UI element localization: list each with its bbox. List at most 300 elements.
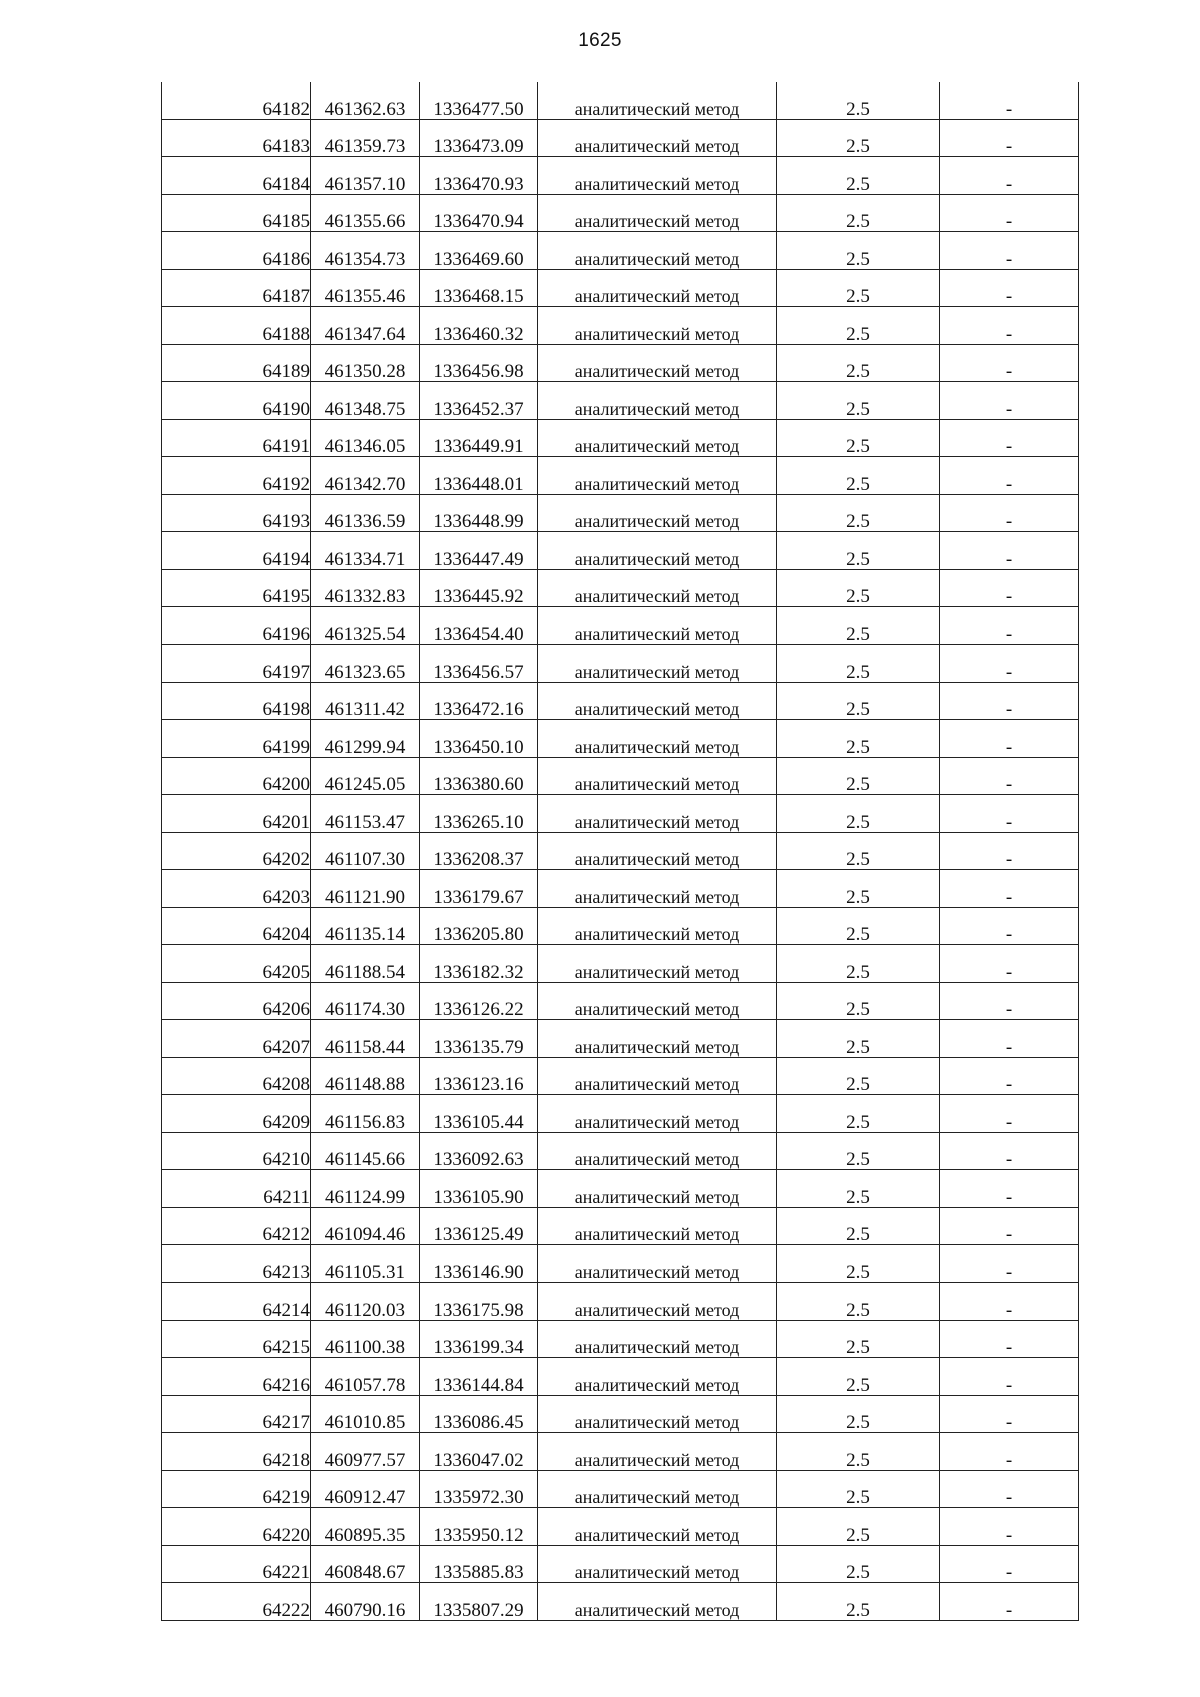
table-row <box>162 1470 1079 1508</box>
note-cell: - <box>940 382 1079 420</box>
method-text: аналитический метод <box>574 924 740 945</box>
method-text: аналитический метод <box>574 398 740 419</box>
note-cell: - <box>940 1095 1079 1133</box>
table-row <box>162 644 1079 682</box>
point-number-cell: 64217 <box>162 1395 311 1433</box>
note-cell: - <box>940 457 1079 495</box>
y-coordinate-cell: 1336448.99 <box>420 494 538 532</box>
method-text: аналитический метод <box>574 1374 740 1395</box>
y-coordinate-cell: 1336125.49 <box>420 1207 538 1245</box>
table-row <box>162 1433 1079 1471</box>
method-cell <box>538 194 777 232</box>
x-coordinate-cell: 461135.14 <box>311 907 420 945</box>
point-number-cell: 64198 <box>162 682 311 720</box>
method-text: аналитический метод <box>574 361 740 382</box>
point-number-cell: 64183 <box>162 119 311 157</box>
point-number-cell: 64182 <box>162 82 311 119</box>
point-number-cell: 64221 <box>162 1545 311 1583</box>
x-coordinate-cell: 461094.46 <box>311 1207 420 1245</box>
note-cell: - <box>940 832 1079 870</box>
method-cell <box>538 232 777 270</box>
x-coordinate-cell: 461325.54 <box>311 607 420 645</box>
note-cell: - <box>940 307 1079 345</box>
x-coordinate-cell: 461174.30 <box>311 982 420 1020</box>
method-text: аналитический метод <box>574 774 740 795</box>
point-number-cell: 64213 <box>162 1245 311 1283</box>
x-coordinate-cell: 461357.10 <box>311 157 420 195</box>
method-text: аналитический метод <box>574 699 740 720</box>
point-number-cell: 64220 <box>162 1508 311 1546</box>
x-coordinate-cell: 461158.44 <box>311 1020 420 1058</box>
table-row <box>162 1132 1079 1170</box>
point-number-cell: 64184 <box>162 157 311 195</box>
accuracy-cell: 2.5 <box>777 1170 940 1208</box>
point-number-cell: 64207 <box>162 1020 311 1058</box>
method-cell <box>538 720 777 758</box>
x-coordinate-cell: 461347.64 <box>311 307 420 345</box>
point-number-cell: 64197 <box>162 644 311 682</box>
x-coordinate-cell: 461323.65 <box>311 644 420 682</box>
note-cell: - <box>940 982 1079 1020</box>
accuracy-cell: 2.5 <box>777 1470 940 1508</box>
y-coordinate-cell: 1336473.09 <box>420 119 538 157</box>
y-coordinate-cell: 1336179.67 <box>420 870 538 908</box>
x-coordinate-cell: 461124.99 <box>311 1170 420 1208</box>
accuracy-cell: 2.5 <box>777 382 940 420</box>
note-cell: - <box>940 1395 1079 1433</box>
method-cell <box>538 1057 777 1095</box>
y-coordinate-cell: 1336105.90 <box>420 1170 538 1208</box>
note-cell: - <box>940 1057 1079 1095</box>
method-cell <box>538 382 777 420</box>
x-coordinate-cell: 461355.46 <box>311 269 420 307</box>
method-cell <box>538 607 777 645</box>
table-row <box>162 870 1079 908</box>
note-cell: - <box>940 720 1079 758</box>
point-number-cell: 64199 <box>162 720 311 758</box>
note-cell: - <box>940 494 1079 532</box>
accuracy-cell: 2.5 <box>777 1245 940 1283</box>
method-cell <box>538 1508 777 1546</box>
point-number-cell: 64212 <box>162 1207 311 1245</box>
method-text: аналитический метод <box>574 1524 740 1545</box>
accuracy-cell: 2.5 <box>777 832 940 870</box>
x-coordinate-cell: 461332.83 <box>311 569 420 607</box>
table-row <box>162 82 1079 119</box>
method-cell <box>538 569 777 607</box>
method-text: аналитический метод <box>574 1599 740 1620</box>
x-coordinate-cell: 461346.05 <box>311 419 420 457</box>
y-coordinate-cell: 1335807.29 <box>420 1583 538 1621</box>
accuracy-cell: 2.5 <box>777 1207 940 1245</box>
y-coordinate-cell: 1336086.45 <box>420 1395 538 1433</box>
method-text: аналитический метод <box>574 999 740 1020</box>
x-coordinate-cell: 461311.42 <box>311 682 420 720</box>
accuracy-cell: 2.5 <box>777 1057 940 1095</box>
method-text: аналитический метод <box>574 98 740 119</box>
method-cell <box>538 1020 777 1058</box>
note-cell: - <box>940 644 1079 682</box>
y-coordinate-cell: 1336470.94 <box>420 194 538 232</box>
method-text: аналитический метод <box>574 961 740 982</box>
y-coordinate-cell: 1336448.01 <box>420 457 538 495</box>
method-text: аналитический метод <box>574 1487 740 1508</box>
method-cell <box>538 457 777 495</box>
y-coordinate-cell: 1336469.60 <box>420 232 538 270</box>
table-row <box>162 1358 1079 1396</box>
note-cell: - <box>940 907 1079 945</box>
method-cell <box>538 344 777 382</box>
method-cell <box>538 1245 777 1283</box>
note-cell: - <box>940 1470 1079 1508</box>
method-cell <box>538 1207 777 1245</box>
x-coordinate-cell: 461336.59 <box>311 494 420 532</box>
table-row <box>162 419 1079 457</box>
accuracy-cell: 2.5 <box>777 307 940 345</box>
x-coordinate-cell: 461107.30 <box>311 832 420 870</box>
y-coordinate-cell: 1336175.98 <box>420 1283 538 1321</box>
y-coordinate-cell: 1336123.16 <box>420 1057 538 1095</box>
x-coordinate-cell: 461359.73 <box>311 119 420 157</box>
method-text: аналитический метод <box>574 1074 740 1095</box>
method-cell <box>538 119 777 157</box>
table-row <box>162 607 1079 645</box>
x-coordinate-cell: 461245.05 <box>311 757 420 795</box>
y-coordinate-cell: 1336205.80 <box>420 907 538 945</box>
method-cell <box>538 494 777 532</box>
table-row <box>162 1545 1079 1583</box>
method-cell <box>538 1395 777 1433</box>
point-number-cell: 64216 <box>162 1358 311 1396</box>
accuracy-cell: 2.5 <box>777 569 940 607</box>
point-number-cell: 64205 <box>162 945 311 983</box>
method-cell <box>538 82 777 119</box>
y-coordinate-cell: 1336092.63 <box>420 1132 538 1170</box>
y-coordinate-cell: 1336456.98 <box>420 344 538 382</box>
method-cell <box>538 157 777 195</box>
table-row <box>162 157 1079 195</box>
method-text: аналитический метод <box>574 173 740 194</box>
note-cell: - <box>940 1245 1079 1283</box>
method-text: аналитический метод <box>574 511 740 532</box>
note-cell: - <box>940 795 1079 833</box>
x-coordinate-cell: 461355.66 <box>311 194 420 232</box>
method-text: аналитический метод <box>574 286 740 307</box>
x-coordinate-cell: 460848.67 <box>311 1545 420 1583</box>
table-row <box>162 1057 1079 1095</box>
x-coordinate-cell: 461156.83 <box>311 1095 420 1133</box>
y-coordinate-cell: 1336472.16 <box>420 682 538 720</box>
method-text: аналитический метод <box>574 211 740 232</box>
method-text: аналитический метод <box>574 1036 740 1057</box>
accuracy-cell: 2.5 <box>777 1583 940 1621</box>
note-cell: - <box>940 1433 1079 1471</box>
point-number-cell: 64204 <box>162 907 311 945</box>
accuracy-cell: 2.5 <box>777 232 940 270</box>
y-coordinate-cell: 1336182.32 <box>420 945 538 983</box>
x-coordinate-cell: 461362.63 <box>311 82 420 119</box>
page-number: 1625 <box>578 30 622 51</box>
method-cell <box>538 1583 777 1621</box>
x-coordinate-cell: 460912.47 <box>311 1470 420 1508</box>
x-coordinate-cell: 461148.88 <box>311 1057 420 1095</box>
table-row <box>162 1095 1079 1133</box>
x-coordinate-cell: 461334.71 <box>311 532 420 570</box>
x-coordinate-cell: 461299.94 <box>311 720 420 758</box>
point-number-cell: 64208 <box>162 1057 311 1095</box>
method-text: аналитический метод <box>574 473 740 494</box>
accuracy-cell: 2.5 <box>777 982 940 1020</box>
accuracy-cell: 2.5 <box>777 494 940 532</box>
y-coordinate-cell: 1335885.83 <box>420 1545 538 1583</box>
table-row <box>162 119 1079 157</box>
method-cell <box>538 757 777 795</box>
method-text: аналитический метод <box>574 586 740 607</box>
x-coordinate-cell: 461354.73 <box>311 232 420 270</box>
accuracy-cell: 2.5 <box>777 1433 940 1471</box>
point-number-cell: 64202 <box>162 832 311 870</box>
table-row <box>162 907 1079 945</box>
note-cell: - <box>940 344 1079 382</box>
method-cell <box>538 1095 777 1133</box>
y-coordinate-cell: 1336146.90 <box>420 1245 538 1283</box>
accuracy-cell: 2.5 <box>777 269 940 307</box>
table-row <box>162 795 1079 833</box>
point-number-cell: 64190 <box>162 382 311 420</box>
accuracy-cell: 2.5 <box>777 1020 940 1058</box>
point-number-cell: 64200 <box>162 757 311 795</box>
method-text: аналитический метод <box>574 248 740 269</box>
point-number-cell: 64187 <box>162 269 311 307</box>
method-cell <box>538 1283 777 1321</box>
x-coordinate-cell: 461100.38 <box>311 1320 420 1358</box>
accuracy-cell: 2.5 <box>777 1395 940 1433</box>
method-text: аналитический метод <box>574 623 740 644</box>
accuracy-cell: 2.5 <box>777 945 940 983</box>
method-text: аналитический метод <box>574 1299 740 1320</box>
method-text: аналитический метод <box>574 1449 740 1470</box>
y-coordinate-cell: 1335950.12 <box>420 1508 538 1546</box>
note-cell: - <box>940 607 1079 645</box>
coordinates-table <box>161 82 1079 1621</box>
method-text: аналитический метод <box>574 1149 740 1170</box>
x-coordinate-cell: 460895.35 <box>311 1508 420 1546</box>
x-coordinate-cell: 461145.66 <box>311 1132 420 1170</box>
y-coordinate-cell: 1336468.15 <box>420 269 538 307</box>
method-cell <box>538 307 777 345</box>
table-row <box>162 1020 1079 1058</box>
note-cell: - <box>940 682 1079 720</box>
method-text: аналитический метод <box>574 661 740 682</box>
x-coordinate-cell: 461342.70 <box>311 457 420 495</box>
method-cell <box>538 682 777 720</box>
note-cell: - <box>940 1508 1079 1546</box>
method-text: аналитический метод <box>574 1262 740 1282</box>
point-number-cell: 64192 <box>162 457 311 495</box>
x-coordinate-cell: 461121.90 <box>311 870 420 908</box>
method-cell <box>538 644 777 682</box>
accuracy-cell: 2.5 <box>777 1545 940 1583</box>
note-cell: - <box>940 82 1079 119</box>
y-coordinate-cell: 1336144.84 <box>420 1358 538 1396</box>
table-row <box>162 494 1079 532</box>
table-row <box>162 382 1079 420</box>
method-cell <box>538 532 777 570</box>
note-cell: - <box>940 1358 1079 1396</box>
point-number-cell: 64214 <box>162 1283 311 1321</box>
note-cell: - <box>940 1170 1079 1208</box>
method-cell <box>538 269 777 307</box>
table-row <box>162 720 1079 758</box>
note-cell: - <box>940 419 1079 457</box>
x-coordinate-cell: 460790.16 <box>311 1583 420 1621</box>
accuracy-cell: 2.5 <box>777 644 940 682</box>
y-coordinate-cell: 1336380.60 <box>420 757 538 795</box>
x-coordinate-cell: 461350.28 <box>311 344 420 382</box>
accuracy-cell: 2.5 <box>777 1283 940 1321</box>
point-number-cell: 64195 <box>162 569 311 607</box>
table-row <box>162 1207 1079 1245</box>
table-row <box>162 232 1079 270</box>
y-coordinate-cell: 1336452.37 <box>420 382 538 420</box>
note-cell: - <box>940 157 1079 195</box>
accuracy-cell: 2.5 <box>777 720 940 758</box>
x-coordinate-cell: 461010.85 <box>311 1395 420 1433</box>
note-cell: - <box>940 1132 1079 1170</box>
method-text: аналитический метод <box>574 736 740 757</box>
method-text: аналитический метод <box>574 323 740 344</box>
table-row <box>162 1583 1079 1621</box>
accuracy-cell: 2.5 <box>777 795 940 833</box>
note-cell: - <box>940 119 1079 157</box>
table-row <box>162 307 1079 345</box>
accuracy-cell: 2.5 <box>777 757 940 795</box>
x-coordinate-cell: 461348.75 <box>311 382 420 420</box>
method-text: аналитический метод <box>574 1224 740 1245</box>
y-coordinate-cell: 1336105.44 <box>420 1095 538 1133</box>
note-cell: - <box>940 870 1079 908</box>
note-cell: - <box>940 232 1079 270</box>
method-text: аналитический метод <box>574 136 740 157</box>
note-cell: - <box>940 194 1079 232</box>
accuracy-cell: 2.5 <box>777 1508 940 1546</box>
method-cell <box>538 832 777 870</box>
method-text: аналитический метод <box>574 1337 740 1358</box>
table-row <box>162 1395 1079 1433</box>
y-coordinate-cell: 1336477.50 <box>420 82 538 119</box>
method-cell <box>538 1545 777 1583</box>
accuracy-cell: 2.5 <box>777 1132 940 1170</box>
method-text: аналитический метод <box>574 886 740 907</box>
y-coordinate-cell: 1336449.91 <box>420 419 538 457</box>
point-number-cell: 64188 <box>162 307 311 345</box>
y-coordinate-cell: 1336447.49 <box>420 532 538 570</box>
accuracy-cell: 2.5 <box>777 1320 940 1358</box>
y-coordinate-cell: 1336126.22 <box>420 982 538 1020</box>
note-cell: - <box>940 757 1079 795</box>
table-row <box>162 1320 1079 1358</box>
method-cell <box>538 1470 777 1508</box>
method-cell <box>538 1132 777 1170</box>
method-cell <box>538 795 777 833</box>
accuracy-cell: 2.5 <box>777 194 940 232</box>
method-cell <box>538 419 777 457</box>
method-text: аналитический метод <box>574 811 740 832</box>
method-text: аналитический метод <box>574 1111 740 1132</box>
point-number-cell: 64194 <box>162 532 311 570</box>
note-cell: - <box>940 1283 1079 1321</box>
table-row <box>162 1170 1079 1208</box>
point-number-cell: 64222 <box>162 1583 311 1621</box>
accuracy-cell: 2.5 <box>777 870 940 908</box>
point-number-cell: 64189 <box>162 344 311 382</box>
note-cell: - <box>940 945 1079 983</box>
table-row <box>162 269 1079 307</box>
note-cell: - <box>940 1020 1079 1058</box>
table-row <box>162 945 1079 983</box>
coordinates-table-body <box>162 82 1079 1620</box>
point-number-cell: 64211 <box>162 1170 311 1208</box>
accuracy-cell: 2.5 <box>777 907 940 945</box>
method-text: аналитический метод <box>574 1412 740 1433</box>
table-row <box>162 344 1079 382</box>
point-number-cell: 64206 <box>162 982 311 1020</box>
x-coordinate-cell: 461188.54 <box>311 945 420 983</box>
note-cell: - <box>940 1320 1079 1358</box>
point-number-cell: 64210 <box>162 1132 311 1170</box>
table-row <box>162 532 1079 570</box>
method-cell <box>538 907 777 945</box>
y-coordinate-cell: 1336470.93 <box>420 157 538 195</box>
y-coordinate-cell: 1336135.79 <box>420 1020 538 1058</box>
x-coordinate-cell: 461105.31 <box>311 1245 420 1283</box>
note-cell: - <box>940 532 1079 570</box>
table-row <box>162 1508 1079 1546</box>
x-coordinate-cell: 461057.78 <box>311 1358 420 1396</box>
note-cell: - <box>940 569 1079 607</box>
method-cell <box>538 982 777 1020</box>
note-cell: - <box>940 1207 1079 1245</box>
y-coordinate-cell: 1336199.34 <box>420 1320 538 1358</box>
method-cell <box>538 1433 777 1471</box>
table-row <box>162 569 1079 607</box>
x-coordinate-cell: 460977.57 <box>311 1433 420 1471</box>
y-coordinate-cell: 1336460.32 <box>420 307 538 345</box>
point-number-cell: 64193 <box>162 494 311 532</box>
x-coordinate-cell: 461120.03 <box>311 1283 420 1321</box>
method-text: аналитический метод <box>574 436 740 457</box>
y-coordinate-cell: 1336265.10 <box>420 795 538 833</box>
table-row <box>162 1283 1079 1321</box>
y-coordinate-cell: 1336454.40 <box>420 607 538 645</box>
accuracy-cell: 2.5 <box>777 457 940 495</box>
table-row <box>162 757 1079 795</box>
method-cell <box>538 945 777 983</box>
y-coordinate-cell: 1336456.57 <box>420 644 538 682</box>
accuracy-cell: 2.5 <box>777 682 940 720</box>
table-row <box>162 832 1079 870</box>
table-row <box>162 457 1079 495</box>
point-number-cell: 64201 <box>162 795 311 833</box>
point-number-cell: 64203 <box>162 870 311 908</box>
accuracy-cell: 2.5 <box>777 1095 940 1133</box>
point-number-cell: 64191 <box>162 419 311 457</box>
point-number-cell: 64215 <box>162 1320 311 1358</box>
y-coordinate-cell: 1336047.02 <box>420 1433 538 1471</box>
table-row <box>162 982 1079 1020</box>
accuracy-cell: 2.5 <box>777 82 940 119</box>
table-row <box>162 682 1079 720</box>
